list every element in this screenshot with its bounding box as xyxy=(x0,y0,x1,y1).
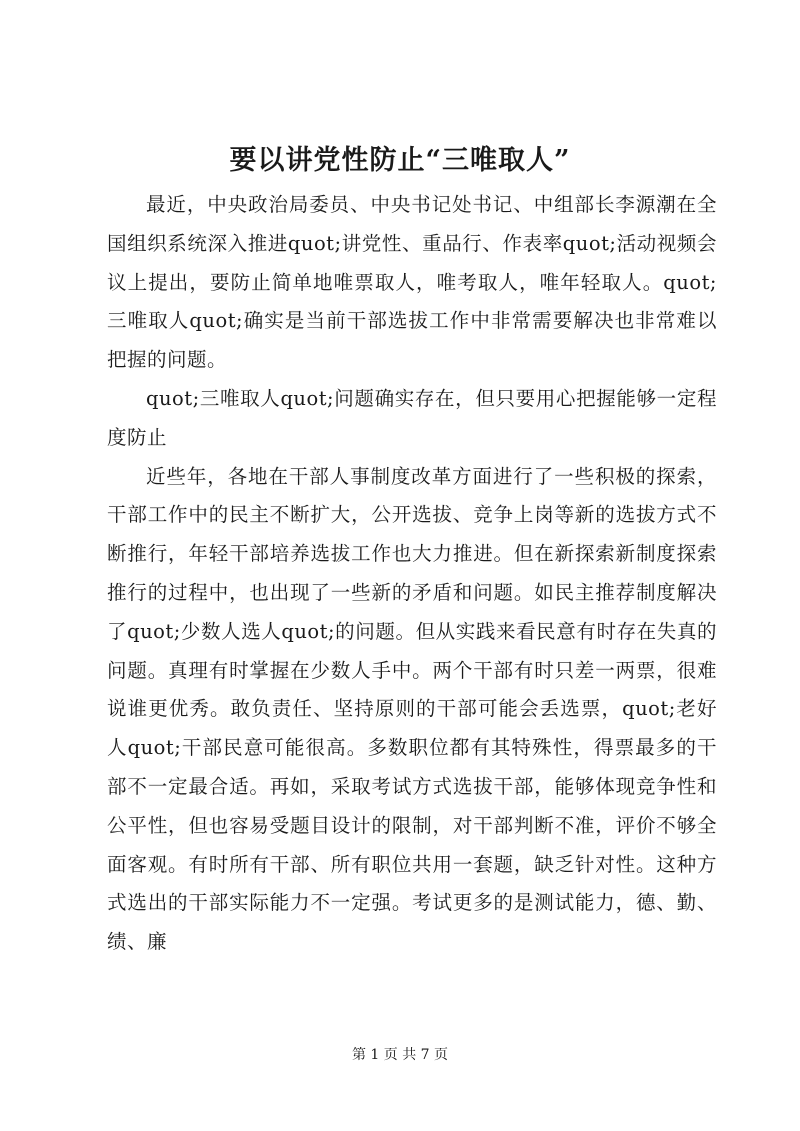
paragraph-3: 近些年，各地在干部人事制度改革方面进行了一些积极的探索，干部工作中的民主不断扩大，公开选拔、竞争上岗等新的选拔方式不断推行，年轻干部培养选拔工作也大力推进。但在新探索新制度探索推行的过程中，也出现了一些新的矛盾和问题。如民主推荐制度解决了quot;少数人选人quot;的问题。但从实践来看民意有时存在失真的问题。真理有时掌握在少数人手中。两个干部有时只差一两票，很难说谁更优秀。敢负责任、坚持原则的干部可能会丢选票，quot;老好人quot;干部民意可能很高。多数职位都有其特殊性，得票最多的干部不一定最合适。再如，采取考试方式选拔干部，能够体现竞争性和公平性，但也容易受题目设计的限制，对干部判断不准，评价不够全面客观。有时所有干部、所有职位共用一套题，缺乏针对性。这种方式选出的干部实际能力不一定强。考试更多的是测试能力，德、勤、绩、廉 xyxy=(107,464,717,954)
page-footer: 第 1 页 共 7 页 xyxy=(351,1047,449,1063)
paragraph-2: quot;三唯取人quot;问题确实存在，但只要用心把握能够一定程度防止 xyxy=(107,386,717,449)
document-body xyxy=(107,186,717,962)
paragraph-1: 最近，中央政治局委员、中央书记处书记、中组部长李源潮在全国组织系统深入推进quot;讲党性、重品行、作表率quot;活动视频会议上提出，要防止简单地唯票取人，唯考取人，唯年轻取人。quot;三唯取人quot;确实是当前干部选拔工作中非常需要解决也非常难以把握的问题。 xyxy=(107,193,717,372)
document-title: 要以讲党性防止“三唯取人” xyxy=(229,145,571,176)
